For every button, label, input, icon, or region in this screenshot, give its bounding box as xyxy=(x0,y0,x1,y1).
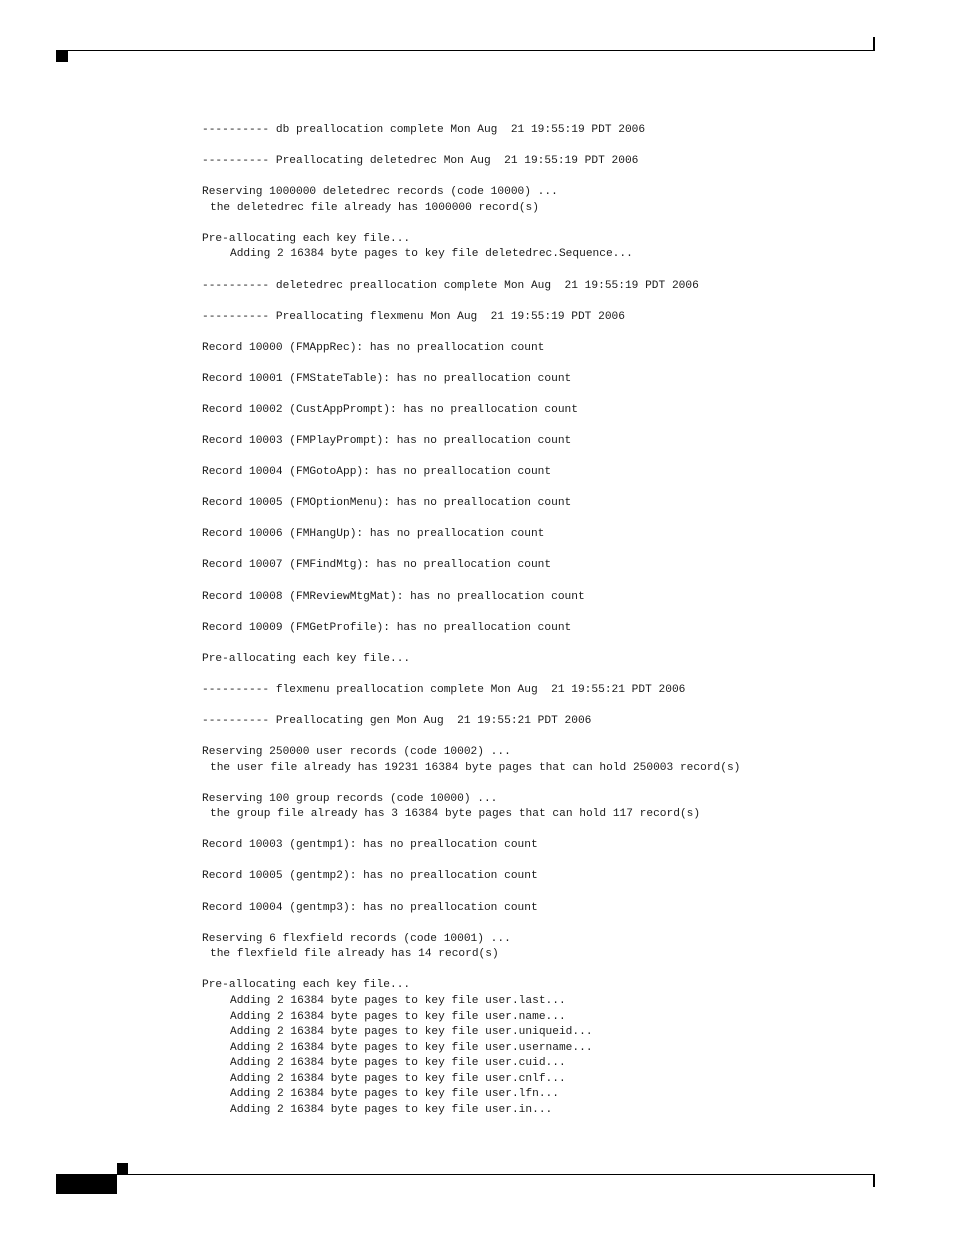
log-block xyxy=(202,527,902,543)
log-line: Record 10005 (gentmp2): has no preallocation count xyxy=(202,870,538,883)
log-line: Reserving 250000 user records (code 10002) ... xyxy=(202,745,511,758)
log-block xyxy=(202,978,902,1118)
log-line: Reserving 100 group records (code 10000) ... xyxy=(202,792,498,805)
log-line: the deletedrec file already has 1000000 record(s) xyxy=(210,201,539,214)
log-block xyxy=(202,434,902,450)
log-line: Reserving 6 flexfield records (code 10001) ... xyxy=(202,932,511,945)
log-line: Record 10003 (gentmp1): has no preallocation count xyxy=(202,839,538,852)
log-block xyxy=(202,123,902,139)
log-line: Pre-allocating each key file... xyxy=(202,232,411,245)
footer-right-tick xyxy=(873,1175,875,1187)
log-block xyxy=(202,185,902,216)
log-block xyxy=(202,652,902,668)
log-line: ---------- flexmenu preallocation complete Mon Aug 21 19:55:21 PDT 2006 xyxy=(202,683,686,696)
log-line: Record 10005 (FMOptionMenu): has no preallocation count xyxy=(202,497,572,510)
log-block xyxy=(202,279,902,295)
log-line: Record 10007 (FMFindMtg): has no preallocation count xyxy=(202,559,552,572)
log-block xyxy=(202,838,902,854)
log-block xyxy=(202,590,902,606)
log-line: Adding 2 16384 byte pages to key file user.cnlf... xyxy=(230,1072,566,1085)
log-block xyxy=(202,869,902,885)
log-line: Adding 2 16384 byte pages to key file user.lfn... xyxy=(230,1088,559,1101)
log-block xyxy=(202,341,902,357)
log-line: the user file already has 19231 16384 byte pages that can hold 250003 record(s) xyxy=(210,761,741,774)
log-block xyxy=(202,558,902,574)
footer-rule xyxy=(56,1174,875,1175)
log-block xyxy=(202,745,902,776)
console-log-output xyxy=(202,123,902,1134)
log-line: the flexfield file already has 14 record(s) xyxy=(210,948,499,961)
log-block xyxy=(202,465,902,481)
log-line: Record 10000 (FMAppRec): has no preallocation count xyxy=(202,341,545,354)
log-block xyxy=(202,403,902,419)
log-block xyxy=(202,621,902,637)
log-line: Adding 2 16384 byte pages to key file user.uniqueid... xyxy=(230,1026,593,1039)
header-right-tick xyxy=(873,37,875,51)
log-line: Adding 2 16384 byte pages to key file user.username... xyxy=(230,1041,593,1054)
log-line: ---------- Preallocating flexmenu Mon Aug 21 19:55:19 PDT 2006 xyxy=(202,310,625,323)
log-line: Record 10001 (FMStateTable): has no preallocation count xyxy=(202,372,572,385)
header-corner-marker xyxy=(56,51,68,62)
log-block xyxy=(202,310,902,326)
log-block xyxy=(202,154,902,170)
log-line: ---------- Preallocating gen Mon Aug 21 19:55:21 PDT 2006 xyxy=(202,714,592,727)
log-line: Record 10003 (FMPlayPrompt): has no preallocation count xyxy=(202,435,572,448)
log-line: Adding 2 16384 byte pages to key file user.in... xyxy=(230,1104,553,1117)
log-line: Record 10008 (FMReviewMtgMat): has no preallocation count xyxy=(202,590,585,603)
log-line: ---------- db preallocation complete Mon Aug 21 19:55:19 PDT 2006 xyxy=(202,124,646,136)
log-block xyxy=(202,932,902,963)
log-line: Record 10002 (CustAppPrompt): has no preallocation count xyxy=(202,403,578,416)
log-block xyxy=(202,901,902,917)
log-block xyxy=(202,496,902,512)
log-line: Adding 2 16384 byte pages to key file user.cuid... xyxy=(230,1057,566,1070)
log-line: Adding 2 16384 byte pages to key file user.name... xyxy=(230,1010,566,1023)
header-rule xyxy=(56,50,875,51)
log-line: Record 10009 (FMGetProfile): has no preallocation count xyxy=(202,621,572,634)
log-block xyxy=(202,683,902,699)
log-block xyxy=(202,792,902,823)
log-line: Record 10004 (gentmp3): has no preallocation count xyxy=(202,901,538,914)
log-line: ---------- deletedrec preallocation complete Mon Aug 21 19:55:19 PDT 2006 xyxy=(202,279,699,292)
log-line: the group file already has 3 16384 byte pages that can hold 117 record(s) xyxy=(210,808,701,821)
log-line: Record 10006 (FMHangUp): has no preallocation count xyxy=(202,528,545,541)
log-block xyxy=(202,714,902,730)
footer-page-tab xyxy=(56,1175,117,1194)
log-block xyxy=(202,232,902,263)
log-line: Pre-allocating each key file... xyxy=(202,652,411,665)
log-block xyxy=(202,372,902,388)
log-line: Adding 2 16384 byte pages to key file user.last... xyxy=(230,994,566,1007)
footer-corner-marker xyxy=(117,1163,128,1174)
log-line: Pre-allocating each key file... xyxy=(202,979,411,992)
log-line: Record 10004 (FMGotoApp): has no preallocation count xyxy=(202,466,552,479)
log-line: ---------- Preallocating deletedrec Mon Aug 21 19:55:19 PDT 2006 xyxy=(202,155,639,168)
log-line: Reserving 1000000 deletedrec records (code 10000) ... xyxy=(202,186,558,199)
log-line: Adding 2 16384 byte pages to key file deletedrec.Sequence... xyxy=(230,248,633,261)
